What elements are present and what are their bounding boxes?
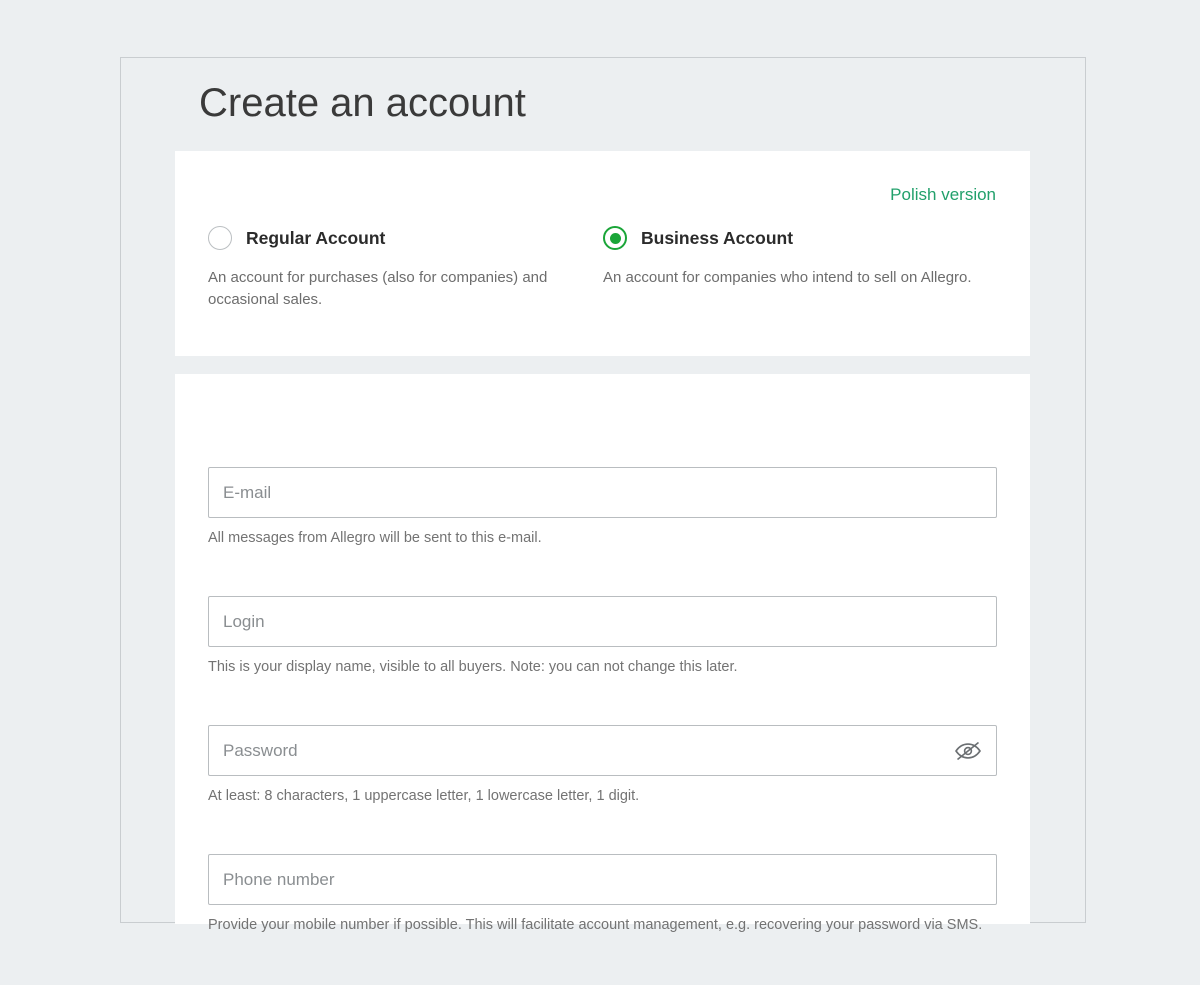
- password-input-wrap: [208, 725, 997, 776]
- field-login: [208, 596, 997, 678]
- password-hint: At least: 8 characters, 1 uppercase letter, 1 lowercase letter, 1 digit.: [208, 788, 640, 804]
- email-input-wrap: [208, 467, 997, 518]
- login-hint: This is your display name, visible to all buyers. Note: you can not change this later.: [208, 659, 738, 675]
- email-hint: All messages from Allegro will be sent to this e-mail.: [208, 530, 542, 546]
- account-type-card: [175, 151, 1030, 356]
- account-option-regular-description: An account for purchases (also for companies) and occasional sales.: [208, 269, 548, 308]
- phone-input-wrap: [208, 854, 997, 905]
- phone-hint: Provide your mobile number if possible. This will facilitate account management, e.g. recovering your password via SMS.: [208, 917, 983, 933]
- password-input[interactable]: [208, 725, 997, 776]
- registration-form-card: [175, 374, 1030, 933]
- radio-regular-account[interactable]: [208, 226, 232, 250]
- polish-version-link[interactable]: Polish version: [890, 185, 996, 204]
- account-option-regular-label: Regular Account: [246, 227, 386, 248]
- eye-off-icon[interactable]: [953, 738, 983, 764]
- page-title: Create an account: [199, 81, 526, 125]
- login-input-wrap: [208, 596, 997, 647]
- account-option-business-description: An account for companies who intend to sell on Allegro.: [603, 269, 972, 286]
- field-password: [208, 725, 997, 807]
- account-type-options: [208, 226, 998, 311]
- account-option-regular[interactable]: [208, 226, 603, 311]
- account-option-business-label: Business Account: [641, 227, 794, 248]
- account-option-regular-head[interactable]: [208, 226, 579, 250]
- field-phone: [208, 854, 997, 936]
- account-option-business[interactable]: [603, 226, 998, 311]
- login-input[interactable]: [208, 596, 997, 647]
- radio-business-account[interactable]: [603, 226, 627, 250]
- email-input[interactable]: [208, 467, 997, 518]
- registration-page-frame: [120, 57, 1086, 933]
- phone-input[interactable]: [208, 854, 997, 905]
- field-email: [208, 467, 997, 549]
- account-option-business-head[interactable]: [603, 226, 974, 250]
